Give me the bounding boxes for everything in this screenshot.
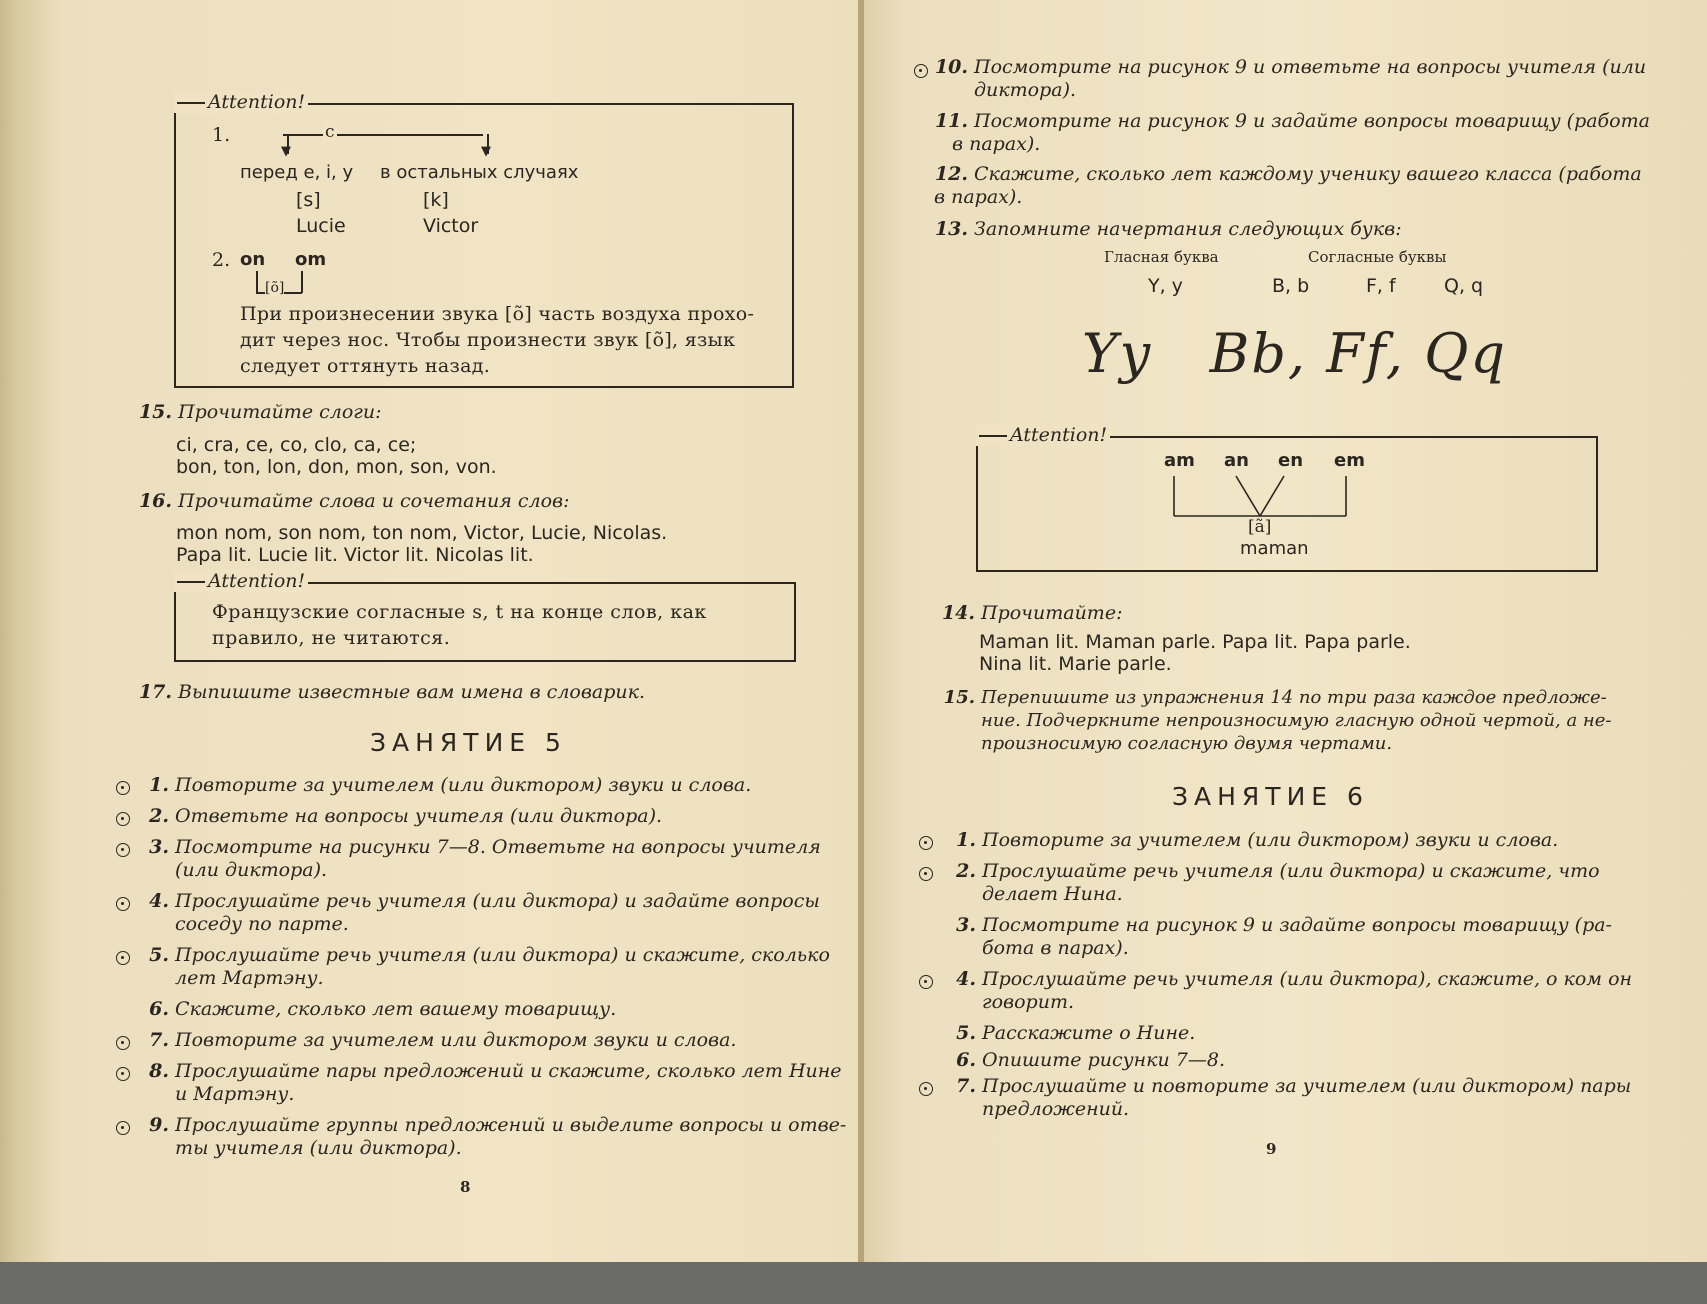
c-letter: c bbox=[325, 122, 335, 142]
exercise-line: диктора). bbox=[974, 79, 1077, 101]
words-line-1: mon nom, son nom, ton nom, Victor, Lucie, Nicolas. bbox=[176, 522, 668, 544]
before-eiy-label: перед e, i, y bbox=[240, 162, 354, 183]
lesson5-exercise-1 bbox=[149, 774, 752, 797]
syllables-line-1: ci, cra, ce, co, clo, ca, ce; bbox=[176, 434, 417, 456]
other-cases-label: в остальных случаях bbox=[380, 162, 579, 183]
exercise-15 bbox=[138, 401, 382, 424]
lesson6-exercise-1 bbox=[956, 829, 1559, 852]
lesson6-exercise-5 bbox=[956, 1022, 1196, 1045]
lesson5-exercise-6 bbox=[149, 998, 617, 1021]
audio-icon bbox=[116, 1036, 130, 1050]
exercise-line: бота в парах). bbox=[982, 937, 1129, 959]
lesson-6-title: ЗАНЯТИЕ 6 bbox=[1172, 782, 1369, 811]
exercise-line: Прослушайте речь учителя (или диктора) и скажите, сколько bbox=[175, 944, 830, 966]
exercise-text: Запомните начертания следующих букв: bbox=[974, 218, 1402, 240]
exercise-line: Посмотрите на рисунок 9 и ответьте на вопросы учителя (или bbox=[974, 56, 1647, 78]
exercise-11 bbox=[934, 110, 1650, 156]
lesson6-exercise-2 bbox=[956, 860, 1600, 906]
s-sound: [s] bbox=[296, 189, 321, 211]
example-maman: maman bbox=[1240, 538, 1309, 559]
exercise-line: Ответьте на вопросы учителя (или диктора). bbox=[175, 805, 663, 827]
exercise-line: Повторите за учителем (или диктором) звуки и слова. bbox=[982, 829, 1559, 851]
example-victor: Victor bbox=[423, 215, 479, 237]
exercise-number: 9. bbox=[149, 1114, 169, 1136]
lesson5-exercise-7 bbox=[149, 1029, 737, 1052]
exercise-line: ние. Подчеркните непроизносимую гласную одной чертой, а не- bbox=[981, 710, 1612, 731]
exercise-number: 6. bbox=[956, 1049, 976, 1071]
reading-line-2: Nina lit. Marie parle. bbox=[979, 653, 1172, 675]
exercise-number: 11. bbox=[934, 110, 968, 132]
nasal-a-sound: [ã] bbox=[1248, 517, 1272, 537]
exercise-line: предложений. bbox=[982, 1098, 1130, 1120]
audio-icon bbox=[919, 1082, 933, 1096]
exercise-16 bbox=[138, 490, 570, 513]
exercise-number: 1. bbox=[956, 829, 976, 851]
arrow-down-icon: ▼ bbox=[281, 144, 291, 159]
lesson-5-title: ЗАНЯТИЕ 5 bbox=[370, 728, 567, 757]
silent-consonants-line-1: Французские согласные s, t на конце слов, как bbox=[212, 601, 707, 623]
on-om-bracket bbox=[301, 271, 303, 293]
audio-icon bbox=[116, 781, 130, 795]
exercise-text: Прочитайте: bbox=[981, 602, 1123, 624]
exercise-line: Посмотрите на рисунок 9 и задайте вопросы товарищу (работа bbox=[974, 110, 1650, 132]
exercise-15 bbox=[943, 686, 1612, 755]
audio-icon bbox=[116, 951, 130, 965]
an-letters: an bbox=[1224, 450, 1249, 471]
exercise-line: (или диктора). bbox=[175, 859, 328, 881]
exercise-line: Прослушайте речь учителя (или диктора), скажите, о ком он bbox=[982, 968, 1633, 990]
exercise-number: 12. bbox=[934, 163, 968, 185]
left-page bbox=[0, 0, 858, 1262]
k-sound: [k] bbox=[423, 189, 449, 211]
exercise-text: Прочитайте слова и сочетания слов: bbox=[178, 490, 570, 512]
on-om-bracket bbox=[256, 271, 258, 293]
words-line-2: Papa lit. Lucie lit. Victor lit. Nicolas lit. bbox=[176, 544, 534, 566]
audio-icon bbox=[116, 897, 130, 911]
exercise-number: 5. bbox=[956, 1022, 976, 1044]
om-letters: om bbox=[295, 249, 327, 270]
silent-consonants-line-2: правило, не читаются. bbox=[212, 627, 451, 649]
exercise-line: Повторите за учителем или диктором звуки и слова. bbox=[175, 1029, 737, 1051]
exercise-12 bbox=[934, 163, 1642, 209]
exercise-number: 8. bbox=[149, 1060, 169, 1082]
exercise-17 bbox=[138, 681, 646, 704]
exercise-line: Прослушайте и повторите за учителем (или диктором) пары bbox=[982, 1075, 1632, 1097]
audio-icon bbox=[914, 64, 928, 78]
audio-icon bbox=[116, 1121, 130, 1135]
explanation-line-2: дит через нос. Чтобы произнести звук [õ], язык bbox=[240, 329, 736, 351]
exercise-number: 17. bbox=[138, 681, 172, 703]
exercise-13 bbox=[934, 218, 1402, 241]
consonant-label: Согласные буквы bbox=[1308, 248, 1447, 266]
exercise-number: 14. bbox=[941, 602, 975, 624]
vowel-label: Гласная буква bbox=[1104, 248, 1219, 266]
exercise-number: 10. bbox=[934, 56, 968, 78]
page-number-9: 9 bbox=[1266, 1140, 1277, 1158]
exercise-line: говорит. bbox=[982, 991, 1074, 1013]
letter-q: Q, q bbox=[1444, 275, 1484, 297]
exercise-number: 3. bbox=[956, 914, 976, 936]
exercise-number: 15. bbox=[138, 401, 172, 423]
exercise-line: Опишите рисунки 7—8. bbox=[982, 1049, 1226, 1071]
am-letters: am bbox=[1164, 450, 1195, 471]
audio-icon bbox=[116, 843, 130, 857]
exercise-line: Прослушайте речь учителя (или диктора) и скажите, что bbox=[982, 860, 1600, 882]
exercise-number: 16. bbox=[138, 490, 172, 512]
letter-b: B, b bbox=[1272, 275, 1310, 297]
lesson6-exercise-3 bbox=[956, 914, 1612, 960]
audio-icon bbox=[919, 867, 933, 881]
exercise-line: Скажите, сколько лет каждому ученику вашего класса (работа bbox=[974, 163, 1642, 185]
exercise-line: ты учителя (или диктора). bbox=[175, 1137, 462, 1159]
lesson5-exercise-9 bbox=[149, 1114, 847, 1160]
lesson6-exercise-6 bbox=[956, 1049, 1226, 1072]
on-letters: on bbox=[240, 249, 266, 270]
exercise-line: в парах). bbox=[934, 186, 1023, 208]
item-1-number: 1. bbox=[212, 124, 231, 146]
exercise-number: 2. bbox=[956, 860, 976, 882]
letter-f: F, f bbox=[1366, 275, 1396, 297]
exercise-number: 3. bbox=[149, 836, 169, 858]
lesson6-exercise-7 bbox=[956, 1075, 1632, 1121]
syllables-line-2: bon, ton, lon, don, mon, son, von. bbox=[176, 456, 497, 478]
audio-icon bbox=[919, 836, 933, 850]
exercise-number: 15. bbox=[943, 687, 975, 708]
exercise-line: Прослушайте группы предложений и выделите вопросы и отве- bbox=[175, 1114, 847, 1136]
exercise-line: произносимую согласную двумя чертами. bbox=[981, 733, 1393, 754]
exercise-line: лет Мартэну. bbox=[175, 967, 324, 989]
exercise-number: 6. bbox=[149, 998, 169, 1020]
exercise-line: Посмотрите на рисунок 9 и задайте вопросы товарищу (ра- bbox=[982, 914, 1612, 936]
exercise-number: 7. bbox=[149, 1029, 169, 1051]
reading-line-1: Maman lit. Maman parle. Papa lit. Papa parle. bbox=[979, 631, 1411, 653]
lesson5-exercise-8 bbox=[149, 1060, 842, 1106]
exercise-line: делает Нина. bbox=[982, 883, 1123, 905]
attention-title: Attention! bbox=[174, 570, 308, 592]
arrow-down-icon: ▼ bbox=[481, 144, 491, 159]
exercise-number: 1. bbox=[149, 774, 169, 796]
exercise-line: Повторите за учителем (или диктором) звуки и слова. bbox=[175, 774, 752, 796]
scan-background bbox=[0, 1262, 1707, 1304]
exercise-number: 4. bbox=[149, 890, 169, 912]
exercise-line: соседу по парте. bbox=[175, 913, 349, 935]
exercise-line: Прослушайте речь учителя (или диктора) и задайте вопросы bbox=[175, 890, 820, 912]
exercise-number: 13. bbox=[934, 218, 968, 240]
exercise-14 bbox=[941, 602, 1123, 625]
right-page bbox=[864, 0, 1707, 1262]
exercise-number: 5. bbox=[149, 944, 169, 966]
attention-title: Attention! bbox=[174, 91, 308, 113]
exercise-line: и Мартэну. bbox=[175, 1083, 295, 1105]
lesson5-exercise-3 bbox=[149, 836, 821, 882]
attention-title: Attention! bbox=[976, 424, 1110, 446]
nasal-o-sound: [õ] bbox=[265, 280, 285, 296]
lesson5-exercise-5 bbox=[149, 944, 830, 990]
example-lucie: Lucie bbox=[296, 215, 346, 237]
explanation-line-1: При произнесении звука [õ] часть воздуха прохо- bbox=[240, 303, 755, 325]
en-letters: en bbox=[1278, 450, 1304, 471]
letter-y: Y, y bbox=[1148, 275, 1183, 297]
c-diagram-line bbox=[283, 134, 483, 136]
audio-icon bbox=[116, 1067, 130, 1081]
em-letters: em bbox=[1334, 450, 1365, 471]
cursive-letters: Yy Bb, Ff, Qq bbox=[1082, 322, 1507, 385]
exercise-text: Прочитайте слоги: bbox=[178, 401, 382, 423]
exercise-number: 4. bbox=[956, 968, 976, 990]
exercise-line: в парах). bbox=[952, 133, 1041, 155]
audio-icon bbox=[919, 975, 933, 989]
lesson6-exercise-4 bbox=[956, 968, 1633, 1014]
exercise-line: Посмотрите на рисунки 7—8. Ответьте на вопросы учителя bbox=[175, 836, 821, 858]
exercise-number: 2. bbox=[149, 805, 169, 827]
exercise-number: 7. bbox=[956, 1075, 976, 1097]
exercise-line: Скажите, сколько лет вашему товарищу. bbox=[175, 998, 617, 1020]
lesson5-exercise-2 bbox=[149, 805, 663, 828]
exercise-text: Выпишите известные вам имена в словарик. bbox=[178, 681, 646, 703]
exercise-line: Расскажите о Нине. bbox=[982, 1022, 1196, 1044]
audio-icon bbox=[116, 812, 130, 826]
page-number-8: 8 bbox=[460, 1178, 471, 1196]
item-2-number: 2. bbox=[212, 249, 231, 271]
exercise-line: Прослушайте пары предложений и скажите, сколько лет Нине bbox=[175, 1060, 842, 1082]
explanation-line-3: следует оттянуть назад. bbox=[240, 355, 491, 377]
exercise-line: Перепишите из упражнения 14 по три раза каждое предложе- bbox=[981, 687, 1607, 708]
exercise-10 bbox=[934, 56, 1647, 102]
lesson5-exercise-4 bbox=[149, 890, 820, 936]
